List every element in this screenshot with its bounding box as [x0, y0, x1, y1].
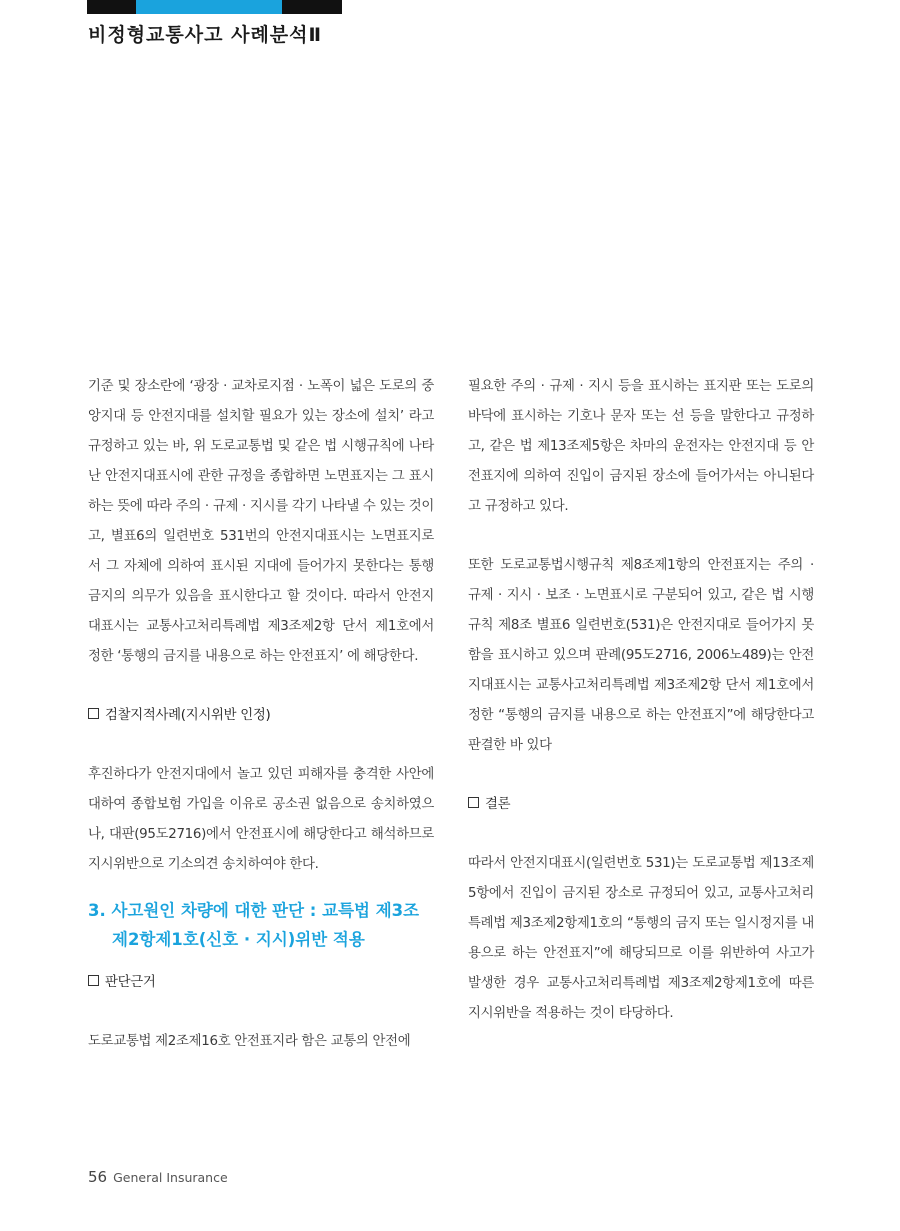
left-column: [88, 372, 434, 1057]
header-bar-dark-segment-2: [282, 0, 342, 14]
right-paragraph-3: 따라서 안전지대표시(일련번호 531)는 도로교통법 제13조제5항에서 진입이 금지된 장소로 규정되어 있고, 교통사고처리특례법 제3조제2항제1호의 “통행의 금지 또는 일시정지를 내용으로 하는 안전표지”에 해당되므로 이를 위반하여 사고가 발생한 경우 교통사고처리특례법 제3조제2항제1호에 따른 지시위반을 적용하는 것이 타당하다.: [468, 856, 814, 1021]
left-paragraph-3: 도로교통법 제2조제16호 안전표지라 함은 교통의 안전에: [88, 1034, 411, 1049]
heading-prosecution-cases: [88, 701, 434, 731]
heading-judgment-basis: [88, 968, 434, 998]
right-column: [468, 372, 814, 1029]
heading-conclusion-label: 결론: [485, 797, 511, 812]
section-3-title: 3. 사고원인 차량에 대한 판단 : 교특법 제3조제2항제1호(신호 · 지시)위반 적용: [88, 901, 420, 949]
checkbox-square-icon: [88, 975, 99, 986]
checkbox-square-icon: [468, 797, 479, 808]
header-bar-dark-segment: [87, 0, 136, 14]
left-paragraph-1: 기준 및 장소란에 ‘광장 · 교차로지점 · 노폭이 넓은 도로의 중앙지대 등 안전지대를 설치할 필요가 있는 장소에 설치’ 라고 규정하고 있는 바, 위 도로교통법 및 같은 법 시행규칙에 나타난 안전지대표시에 관한 규정을 종합하면 노면표지는 그 표시하는 뜻에 따라 주의 · 규제 · 지시를 각기 나타낼 수 있는 것이고, 별표6의 일련번호 531번의 안전지대표시는 노면표지로서 그 자체에 의하여 표시된 지대에 들어가지 못한다는 통행금지의 의무가 있음을 표시한다고 할 것이다. 따라서 안전지대표시는 교통사고처리특례법 제3조제2항 단서 제1호에서 정한 ‘통행의 금지를 내용으로 하는 안전표지’ 에 해당한다.: [88, 379, 435, 664]
heading-conclusion: [468, 790, 814, 820]
checkbox-square-icon: [88, 708, 99, 719]
heading-prosecution-cases-label: 검찰지적사례(지시위반 인정): [105, 708, 271, 723]
right-paragraph-1: 필요한 주의 · 규제 · 지시 등을 표시하는 표지판 또는 도로의 바닥에 표시하는 기호나 문자 또는 선 등을 말한다고 규정하고, 같은 법 제13조제5항은 차마의 운전자는 안전지대 등 안전표지에 의하여 진입이 금지된 장소에 들어가서는 아니된다고 규정하고 있다.: [468, 379, 814, 514]
page-number: 56: [88, 1168, 108, 1186]
header-bar-blue-segment: [136, 0, 282, 14]
header-color-bar: [87, 0, 342, 14]
left-paragraph-2: 후진하다가 안전지대에서 놀고 있던 피해자를 충격한 사안에 대하여 종합보험 가입을 이유로 공소권 없음으로 송치하였으나, 대판(95도2716)에서 안전표시에 해당한다고 해석하므로 지시위반으로 기소의견 송치하여야 한다.: [88, 767, 434, 872]
page-footer: [88, 1168, 228, 1186]
running-title: 비정형교통사고 사례분석Ⅱ: [88, 24, 323, 46]
heading-judgment-basis-label: 판단근거: [105, 975, 156, 990]
right-paragraph-2: 또한 도로교통법시행규칙 제8조제1항의 안전표지는 주의 · 규제 · 지시 · 보조 · 노면표시로 구분되어 있고, 같은 법 시행규칙 제8조 별표6 일련번호(531)은 안전지대로 들어가지 못함을 표시하고 있으며 판례(95도2716, 2006노489)는 안전지대표시는 교통사고처리특례법 제3조제2항 단서 제1호에서 정한 “통행의 금지를 내용으로 하는 안전표지”에 해당한다고 판결한 바 있다: [468, 558, 814, 753]
publication-name: General Insurance: [113, 1170, 228, 1185]
